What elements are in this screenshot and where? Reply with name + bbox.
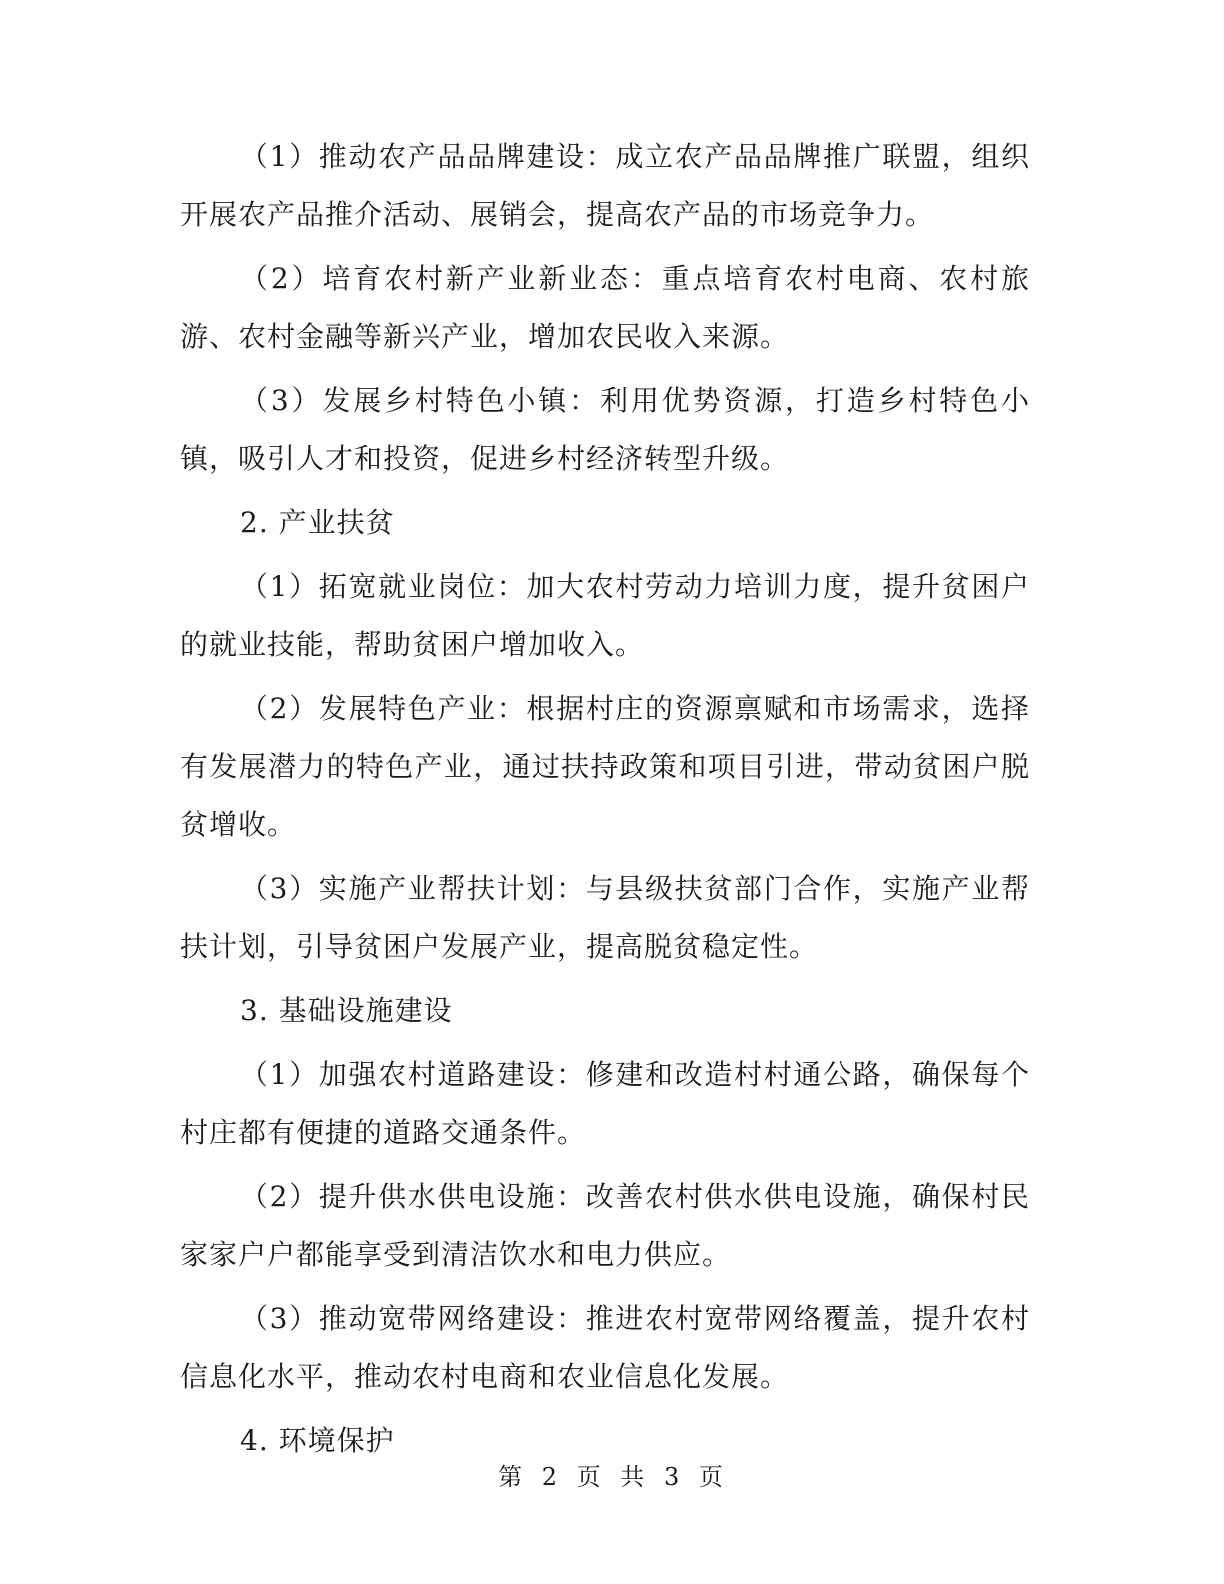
paragraph-special-industries: （2）发展特色产业：根据村庄的资源禀赋和市场需求，选择有发展潜力的特色产业，通过扶持政策和项目引进，带动贫困户脱贫增收。 bbox=[180, 692, 1030, 841]
paragraph-brand-building: （1）推动农产品品牌建设：成立农产品品牌推广联盟，组织开展农产品推介活动、展销会，提高农产品的市场竞争力。 bbox=[180, 140, 1030, 231]
section-heading-infrastructure: 3. 基础设施建设 bbox=[240, 994, 453, 1027]
paragraph-employment: （1）拓宽就业岗位：加大农村劳动力培训力度，提升贫困户的就业技能，帮助贫困户增加收入。 bbox=[180, 570, 1030, 661]
section-heading-environment: 4. 环境保护 bbox=[240, 1424, 395, 1457]
paragraph-water-power: （2）提升供水供电设施：改善农村供水供电设施，确保村民家家户户都能享受到清洁饮水和电力供应。 bbox=[180, 1180, 1030, 1271]
paragraph-new-industries: （2）培育农村新产业新业态：重点培育农村电商、农村旅游、农村金融等新兴产业，增加农民收入来源。 bbox=[180, 262, 1030, 353]
paragraph-support-plan: （3）实施产业帮扶计划：与县级扶贫部门合作，实施产业帮扶计划，引导贫困户发展产业，提高脱贫稳定性。 bbox=[180, 872, 1030, 963]
document-body bbox=[180, 128, 1030, 1476]
paragraph-characteristic-towns: （3）发展乡村特色小镇：利用优势资源，打造乡村特色小镇，吸引人才和投资，促进乡村经济转型升级。 bbox=[180, 384, 1030, 475]
section-heading-industry-poverty: 2. 产业扶贫 bbox=[240, 506, 395, 539]
paragraph-roads: （1）加强农村道路建设：修建和改造村村通公路，确保每个村庄都有便捷的道路交通条件。 bbox=[180, 1058, 1030, 1149]
paragraph-broadband: （3）推动宽带网络建设：推进农村宽带网络覆盖，提升农村信息化水平，推动农村电商和农业信息化发展。 bbox=[180, 1302, 1030, 1393]
page-number-footer: 第 2 页 共 3 页 bbox=[498, 1463, 726, 1491]
